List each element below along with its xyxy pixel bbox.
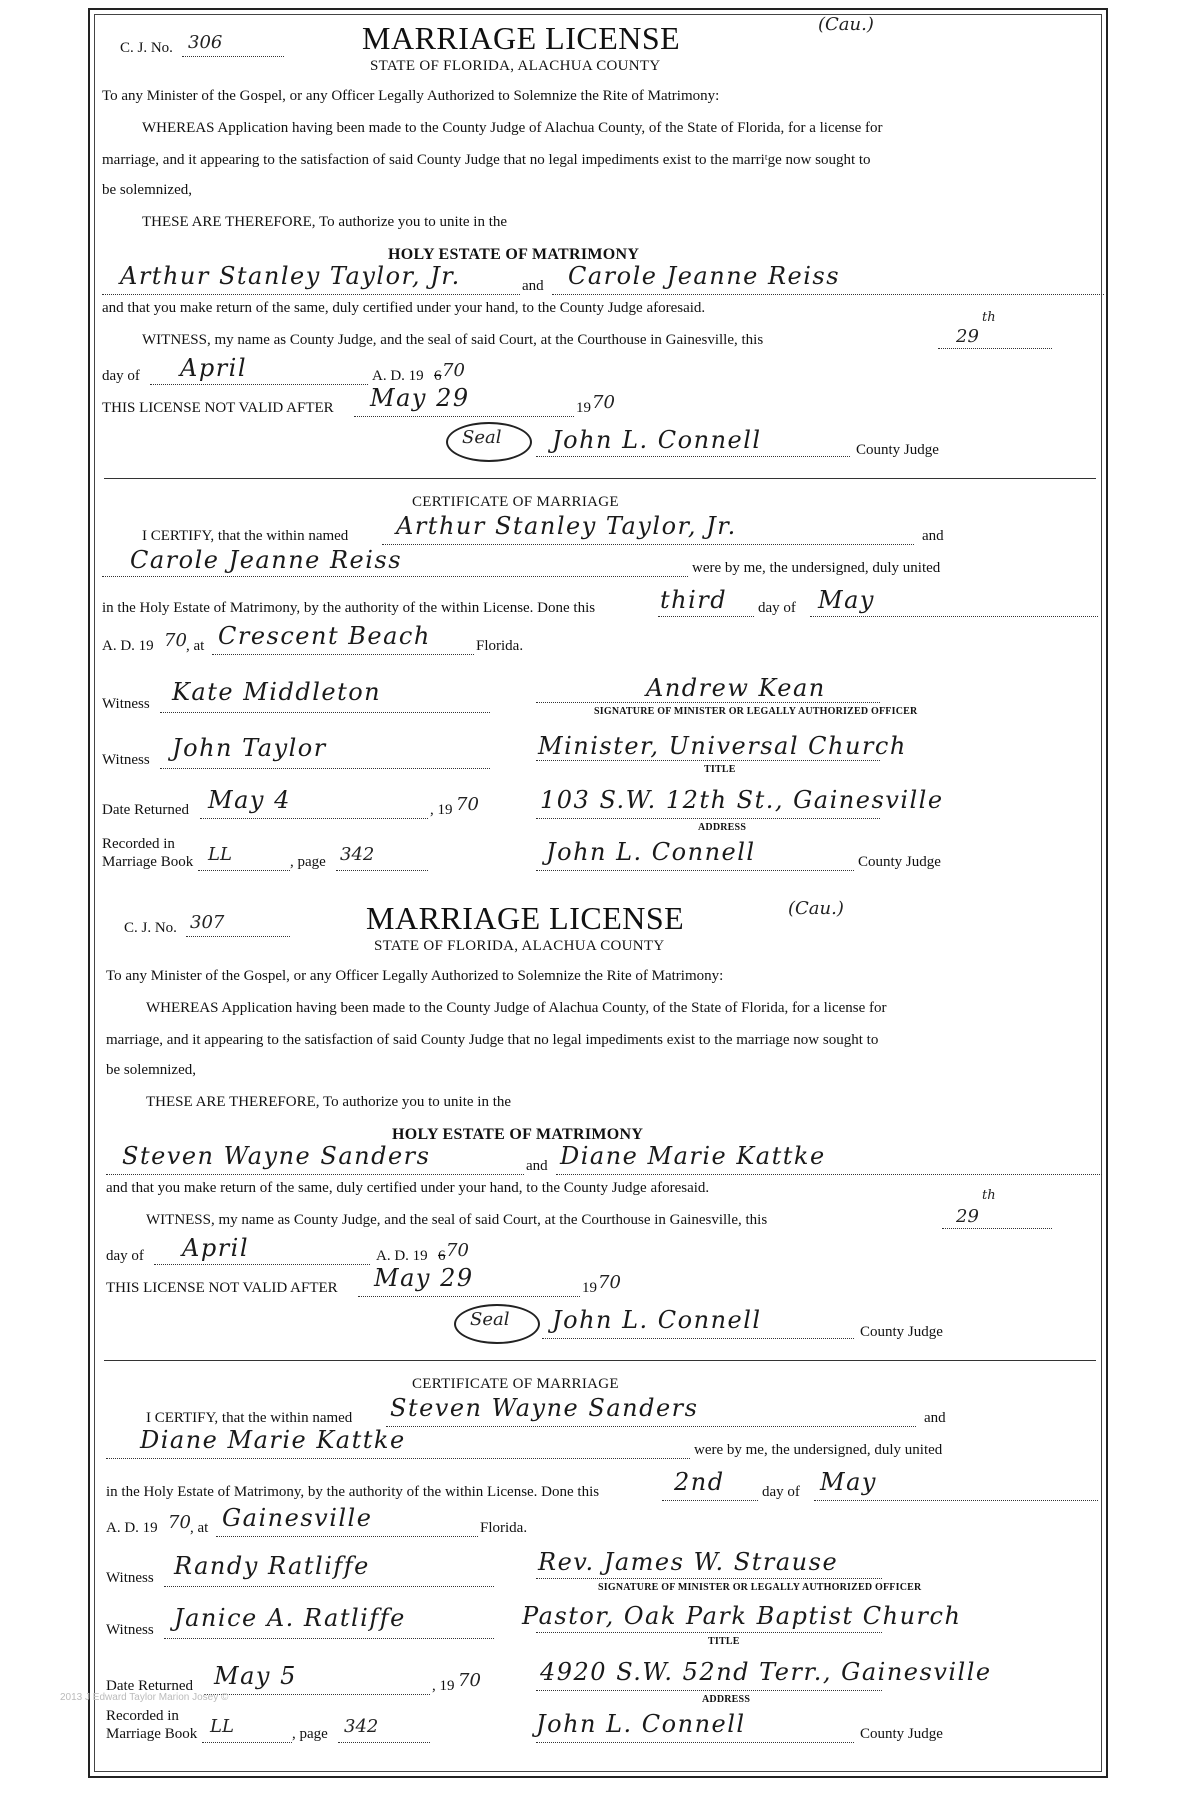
marriage-place: Crescent Beach [218, 622, 431, 650]
whereas-line-3: be solemnized, [106, 1062, 196, 1078]
officer-title: Minister, Universal Church [538, 732, 907, 760]
address-line: To any Minister of the Gospel, or any Officer Legally Authorized to Solemnize the Rite of Matrimony: [106, 968, 724, 984]
court-seal [446, 422, 532, 462]
officer-signature: Rev. James W. Strause [538, 1548, 839, 1576]
united-label: were by me, the undersigned, duly united [694, 1442, 943, 1458]
marriage-place: Gainesville [222, 1504, 373, 1532]
certificate-and: and [924, 1410, 946, 1426]
day-of-label: day of [106, 1248, 144, 1264]
expiry-year-written: 70 [592, 392, 615, 413]
county-judge-label: County Judge [856, 442, 939, 458]
done-month: May [820, 1468, 877, 1496]
ad-label: A. D. 19 [372, 368, 424, 384]
license-month: April [180, 354, 248, 382]
judge-signature: John L. Connell [552, 426, 762, 454]
address-line: To any Minister of the Gospel, or any Officer Legally Authorized to Solemnize the Rite of Matrimony: [102, 88, 720, 104]
groom-name: Arthur Stanley Taylor, Jr. [120, 262, 461, 290]
ad-at-label: A. D. 19 [106, 1520, 158, 1536]
cj-number: 307 [190, 912, 225, 933]
therefore-line: THESE ARE THEREFORE, To authorize you to unite in the [142, 214, 508, 230]
not-valid-label: THIS LICENSE NOT VALID AFTER [102, 400, 334, 416]
license-title: MARRIAGE LICENSE [362, 20, 681, 56]
expiry-date: May 29 [370, 384, 470, 412]
marriage-license-306 [90, 10, 1110, 895]
page-label: , page [290, 854, 326, 870]
witness-2-label: Witness [102, 752, 150, 768]
at-label: , at [186, 638, 205, 654]
done-day-of: day of [762, 1484, 800, 1500]
corner-note: (Cau.) [818, 14, 874, 35]
united-label: were by me, the undersigned, duly united [692, 560, 941, 576]
date-returned: May 5 [214, 1662, 297, 1690]
year-written: 70 [442, 360, 465, 381]
recorder-title: County Judge [860, 1726, 943, 1742]
seal-text: Seal [462, 427, 502, 448]
copyright-watermark: 2013 J Edward Taylor Marion Josey © [60, 1692, 229, 1703]
officer-signature: Andrew Kean [646, 674, 826, 702]
officer-address: 103 S.W. 12th St., Gainesville [540, 786, 944, 814]
certificate-bride: Carole Jeanne Reiss [130, 546, 403, 574]
certify-label: I CERTIFY, that the within named [142, 528, 349, 544]
section-divider [104, 478, 1096, 479]
returned-year-label: , 19 [430, 802, 453, 818]
holy-estate-line: in the Holy Estate of Matrimony, by the authority of the within License. Done this [106, 1484, 600, 1500]
return-line: and that you make return of the same, duly certified under your hand, to the County Judge aforesaid. [102, 300, 706, 316]
witness-day-suffix: th [982, 1188, 996, 1203]
marriage-book-label: Marriage Book [106, 1726, 198, 1742]
expiry-date: May 29 [374, 1264, 474, 1292]
witness-1-label: Witness [106, 1570, 154, 1586]
page-label: , page [292, 1726, 328, 1742]
ad-year: 70 [168, 1512, 191, 1533]
witness-2-signature: John Taylor [172, 734, 327, 762]
marriage-book-label: Marriage Book [102, 854, 194, 870]
year-printed: 6 [434, 368, 442, 384]
whereas-line-2: marriage, and it appearing to the satisfaction of said County Judge that no legal impediments exist to the marriage now sought to [106, 1032, 879, 1048]
ad-at-label: A. D. 19 [102, 638, 154, 654]
certificate-title: CERTIFICATE OF MARRIAGE [412, 1376, 619, 1392]
witness-1-signature: Randy Ratliffe [174, 1552, 370, 1580]
certificate-bride: Diane Marie Kattke [140, 1426, 406, 1454]
year-printed: 6 [438, 1248, 446, 1264]
expiry-year-written: 70 [598, 1272, 621, 1293]
officer-caption: SIGNATURE OF MINISTER OR LEGALLY AUTHORIZED OFFICER [594, 706, 918, 717]
not-valid-label: THIS LICENSE NOT VALID AFTER [106, 1280, 338, 1296]
address-caption: ADDRESS [698, 822, 747, 833]
expiry-year-printed: 19 [582, 1280, 597, 1296]
certify-label: I CERTIFY, that the within named [146, 1410, 353, 1426]
certificate-groom: Steven Wayne Sanders [390, 1394, 699, 1422]
whereas-line-2: marriage, and it appearing to the satisfaction of said County Judge that no legal impediments exist to the marriᵗge now sought to [102, 152, 871, 168]
judge-signature: John L. Connell [552, 1306, 762, 1334]
certificate-and: and [922, 528, 944, 544]
license-subtitle: STATE OF FLORIDA, ALACHUA COUNTY [370, 58, 661, 74]
done-day: third [660, 586, 728, 614]
holy-estate-heading: HOLY ESTATE OF MATRIMONY [392, 1126, 644, 1143]
cj-label: C. J. No. [120, 40, 173, 56]
done-month: May [818, 586, 875, 614]
recorder-signature: John L. Connell [546, 838, 756, 866]
corner-note: (Cau.) [788, 898, 844, 919]
marriage-license-307 [90, 890, 1110, 1775]
witness-1-label: Witness [102, 696, 150, 712]
ad-year: 70 [164, 630, 187, 651]
recorded-in-label: Recorded in [102, 836, 175, 852]
title-caption: TITLE [708, 1636, 740, 1647]
return-line: and that you make return of the same, duly certified under your hand, to the County Judge aforesaid. [106, 1180, 710, 1196]
whereas-line-1: WHEREAS Application having been made to the County Judge of Alachua County, of the State of Florida, for a license for [146, 1000, 887, 1016]
at-label: , at [190, 1520, 209, 1536]
done-day-of: day of [758, 600, 796, 616]
year-written: 70 [446, 1240, 469, 1261]
date-returned-label: Date Returned [102, 802, 190, 818]
whereas-line-3: be solemnized, [102, 182, 192, 198]
holy-estate-line: in the Holy Estate of Matrimony, by the authority of the within License. Done this [102, 600, 596, 616]
witness-statement: WITNESS, my name as County Judge, and the seal of said Court, at the Courthouse in Gainesville, this [146, 1212, 768, 1228]
witness-2-signature: Janice A. Ratliffe [174, 1604, 406, 1632]
section-divider [104, 1360, 1096, 1361]
license-subtitle: STATE OF FLORIDA, ALACHUA COUNTY [374, 938, 665, 954]
witness-day: 29 [956, 1206, 979, 1227]
returned-year: 70 [458, 1670, 481, 1691]
therefore-line: THESE ARE THEREFORE, To authorize you to unite in the [146, 1094, 512, 1110]
bride-name: Carole Jeanne Reiss [568, 262, 841, 290]
license-month: April [182, 1234, 250, 1262]
and-word: and [522, 278, 544, 294]
returned-year: 70 [456, 794, 479, 815]
ad-label: A. D. 19 [376, 1248, 428, 1264]
page-number: 342 [344, 1716, 379, 1737]
document-page [88, 8, 1108, 1778]
florida-label: Florida. [480, 1520, 528, 1536]
expiry-year-printed: 19 [576, 400, 591, 416]
date-returned-label: Date Returned [106, 1678, 194, 1694]
recorder-signature: John L. Connell [536, 1710, 746, 1738]
officer-caption: SIGNATURE OF MINISTER OR LEGALLY AUTHORIZED OFFICER [598, 1582, 922, 1593]
officer-address: 4920 S.W. 52nd Terr., Gainesville [540, 1658, 992, 1686]
date-returned: May 4 [208, 786, 291, 814]
done-day: 2nd [674, 1468, 725, 1496]
whereas-line-1: WHEREAS Application having been made to the County Judge of Alachua County, of the State of Florida, for a license for [142, 120, 883, 136]
witness-statement: WITNESS, my name as County Judge, and the seal of said Court, at the Courthouse in Gainesville, this [142, 332, 764, 348]
bride-name: Diane Marie Kattke [560, 1142, 826, 1170]
groom-name: Steven Wayne Sanders [122, 1142, 431, 1170]
officer-title: Pastor, Oak Park Baptist Church [522, 1602, 962, 1630]
florida-label: Florida. [476, 638, 524, 654]
certificate-title: CERTIFICATE OF MARRIAGE [412, 494, 619, 510]
court-seal [454, 1304, 540, 1344]
cj-number: 306 [188, 32, 223, 53]
witness-2-label: Witness [106, 1622, 154, 1638]
book-id: LL [210, 1716, 234, 1737]
title-caption: TITLE [704, 764, 736, 775]
day-of-label: day of [102, 368, 140, 384]
county-judge-label: County Judge [860, 1324, 943, 1340]
cj-label: C. J. No. [124, 920, 177, 936]
witness-day: 29 [956, 326, 979, 347]
and-word: and [526, 1158, 548, 1174]
returned-year-label: , 19 [432, 1678, 455, 1694]
holy-estate-heading: HOLY ESTATE OF MATRIMONY [388, 246, 640, 263]
witness-1-signature: Kate Middleton [172, 678, 382, 706]
license-title: MARRIAGE LICENSE [366, 900, 685, 936]
seal-text: Seal [470, 1309, 510, 1330]
recorder-title: County Judge [858, 854, 941, 870]
address-caption: ADDRESS [702, 1694, 751, 1705]
recorded-in-label: Recorded in [106, 1708, 179, 1724]
book-id: LL [208, 844, 232, 865]
witness-day-suffix: th [982, 310, 996, 325]
certificate-groom: Arthur Stanley Taylor, Jr. [396, 512, 737, 540]
page-number: 342 [340, 844, 375, 865]
